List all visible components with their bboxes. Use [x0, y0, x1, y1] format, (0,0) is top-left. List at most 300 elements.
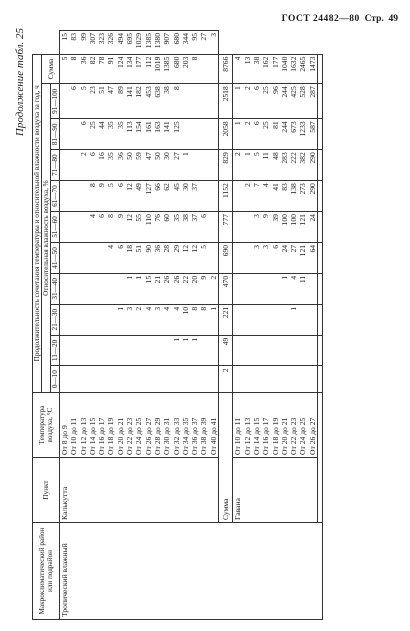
value [209, 338, 218, 364]
value-column [60, 242, 219, 273]
value [243, 368, 252, 390]
value: 1029 [134, 33, 144, 49]
value [79, 368, 88, 390]
value: 6 [97, 214, 107, 218]
value: 244 [279, 121, 289, 133]
value [88, 368, 97, 390]
value: 283 [279, 152, 289, 164]
sum-label: Сумма [219, 393, 233, 523]
value [261, 368, 270, 390]
sum-value [318, 335, 323, 366]
value [153, 368, 162, 390]
value [106, 368, 115, 390]
temperature-range: От 26 до 27 [143, 417, 153, 455]
sum-value [318, 119, 323, 150]
value: 27 [171, 152, 181, 160]
value: 4 [143, 306, 153, 311]
value [69, 183, 78, 209]
value [209, 152, 218, 178]
value: 382 [298, 152, 308, 164]
value: 8 [171, 86, 181, 91]
temperature-range: От 34 до 35 [180, 417, 190, 455]
value [271, 307, 280, 333]
value: 2 [242, 86, 252, 91]
value-column [60, 150, 219, 181]
value: 326 [106, 33, 116, 45]
value [79, 276, 88, 302]
value: 5 [106, 183, 116, 187]
value: 21 [152, 275, 162, 284]
sum-value: 690 [219, 242, 233, 273]
value: 45 [171, 183, 181, 191]
value: 177 [134, 56, 144, 68]
page-number: 49 [388, 14, 398, 24]
value [69, 245, 78, 271]
value: 1 [233, 86, 243, 91]
temperature-range: От 38 до 39 [199, 417, 209, 455]
value [181, 86, 190, 116]
continuation-label: Продолжение табл. 25 [14, 28, 26, 137]
value: 12 [190, 244, 200, 253]
value: 99 [78, 33, 88, 41]
standard-number: ГОСТ 24482—80 [281, 14, 360, 24]
value: 1473 [307, 56, 317, 72]
value: 37 [190, 183, 200, 191]
value [280, 368, 289, 390]
point-cell: Калькутта [60, 458, 219, 523]
value-column [233, 304, 318, 335]
value: 1040 [279, 56, 289, 72]
value: 6 [251, 86, 261, 91]
value: 273 [298, 183, 308, 195]
value: 112 [143, 56, 153, 68]
value: 35 [106, 121, 116, 129]
value: 3 [152, 306, 162, 311]
point-cell: Гавана [233, 458, 318, 523]
value [298, 338, 307, 364]
col-range: 91—100 [51, 84, 60, 119]
temperature-range: От 30 до 31 [162, 417, 172, 455]
value: 5 [60, 56, 69, 61]
value [252, 338, 261, 364]
temperature-range: От 36 до 37 [190, 417, 200, 455]
value [79, 245, 88, 271]
value [172, 368, 181, 390]
value: 425 [289, 86, 299, 98]
value: 6 [199, 214, 209, 218]
temperature-range: От 10 до 11 [233, 417, 243, 455]
value: 907 [162, 33, 172, 45]
value [271, 338, 280, 364]
value: 182 [134, 86, 144, 98]
value: 47 [106, 86, 116, 94]
value [261, 276, 270, 302]
value [243, 214, 252, 240]
value: 8 [190, 56, 200, 61]
value: 12 [125, 183, 135, 191]
col-temperature: Температура воздуха, °С [33, 393, 60, 458]
value: 1233 [298, 121, 308, 137]
value: 323 [97, 33, 107, 45]
value [60, 276, 69, 302]
value [60, 121, 69, 147]
value [190, 121, 199, 147]
temperature-range: От 10 до 11 [69, 417, 79, 455]
value [261, 338, 270, 364]
value [88, 338, 97, 364]
value: 125 [171, 121, 181, 133]
value: 2 [242, 183, 252, 187]
value: 4 [87, 214, 97, 218]
value [190, 368, 199, 390]
value [190, 152, 199, 178]
value-column [60, 366, 219, 393]
value [162, 368, 171, 390]
sum-value [318, 304, 323, 335]
col-range: 31—40 [51, 273, 60, 304]
col-region: Макроклиматический район или подрайон [33, 523, 60, 620]
temperature-range: От 8 до 9 [60, 425, 69, 455]
value [88, 245, 97, 271]
value [181, 121, 190, 147]
value: 81 [270, 121, 280, 129]
value-column [233, 181, 318, 212]
value: 1 [115, 306, 125, 311]
value [308, 368, 317, 390]
value [298, 307, 307, 333]
sum-value [318, 181, 323, 212]
sum-value [318, 84, 323, 119]
value: 35 [106, 152, 116, 160]
value: 59 [134, 152, 144, 160]
table-body [60, 31, 323, 620]
value-column [233, 242, 318, 273]
sum-value: 8766 [219, 54, 233, 84]
value: 78 [97, 56, 107, 65]
value: 9 [97, 183, 107, 187]
value: 121 [298, 244, 308, 257]
value: 121 [298, 214, 308, 226]
col-range: 51—60 [51, 212, 60, 243]
value: 82 [87, 56, 97, 65]
value: 27 [199, 33, 209, 41]
value: 453 [143, 86, 153, 98]
value: 6 [87, 152, 97, 157]
temperature-range: От 22 до 23 [289, 417, 299, 455]
value-column [233, 54, 318, 84]
value [199, 86, 208, 116]
value: 695 [125, 33, 135, 45]
value [97, 245, 106, 271]
value [97, 368, 106, 390]
value: 3 [251, 214, 261, 218]
value: 6 [115, 183, 125, 187]
value [144, 368, 153, 390]
value: 162 [261, 56, 271, 68]
col-range: 41—50 [51, 242, 60, 273]
value [106, 307, 115, 333]
value: 30 [162, 152, 172, 160]
value [116, 368, 125, 390]
sum-value: 1152 [219, 181, 233, 212]
value: 1 [171, 337, 181, 342]
value: 2465 [298, 56, 308, 72]
value: 8 [199, 306, 209, 311]
value: 18 [125, 244, 135, 253]
value: 11 [261, 152, 271, 160]
value-column [60, 84, 219, 119]
value: 638 [152, 86, 162, 98]
value [271, 368, 280, 390]
value: 6 [251, 121, 261, 126]
data-row [60, 31, 219, 620]
value: 8 [69, 56, 79, 61]
value: 8 [106, 214, 116, 218]
value: 680 [171, 33, 181, 45]
value: 1380 [152, 33, 162, 49]
value: 11 [298, 275, 308, 284]
value-column [60, 181, 219, 212]
value: 3 [125, 306, 135, 311]
value: 89 [115, 86, 125, 94]
value: 30 [180, 183, 190, 191]
value: 5 [251, 152, 261, 157]
value: 35 [115, 121, 125, 129]
temperature-range: От 28 до 29 [152, 417, 162, 455]
value [308, 338, 317, 364]
value [79, 338, 88, 364]
col-humidity-subgroup: Относительная влажность воздуха, % [42, 84, 51, 393]
sum-value: 829 [219, 150, 233, 181]
value: 83 [279, 183, 289, 191]
value [60, 152, 69, 178]
value [60, 307, 69, 333]
value [233, 368, 242, 390]
value: 1 [190, 337, 200, 342]
value-column [60, 54, 219, 84]
col-point: Пункт [33, 458, 60, 523]
value [199, 57, 208, 82]
value: 15 [60, 33, 69, 41]
value: 44 [97, 121, 107, 129]
value [209, 245, 218, 271]
value-column [233, 119, 318, 150]
value: 25 [261, 86, 271, 94]
temperature-range: От 24 до 25 [134, 417, 144, 455]
value [209, 214, 218, 240]
temperature-range: От 16 до 17 [261, 417, 271, 455]
value: 110 [143, 214, 153, 226]
value: 2 [208, 275, 218, 280]
value [252, 368, 261, 390]
value: 36 [115, 152, 125, 160]
value: 24 [307, 214, 317, 222]
value: 50 [152, 152, 162, 160]
col-range: 81—90 [51, 119, 60, 150]
value: 6 [115, 244, 125, 249]
value: 7 [251, 183, 261, 187]
value: 38 [180, 214, 190, 222]
value [97, 307, 106, 333]
col-range: 0—10 [51, 366, 60, 393]
value: 4 [162, 306, 172, 311]
temperature-range: От 20 до 21 [115, 417, 125, 455]
value [233, 183, 242, 209]
value: 5 [78, 86, 88, 91]
value: 25 [261, 121, 271, 129]
col-range: 61—70 [51, 181, 60, 212]
col-humidity-group: Продолжительность сочетания температуры и относительной влажности воздуха за год, ч [33, 54, 42, 392]
temperature-range: От 32 до 33 [171, 417, 181, 455]
value: 138 [289, 183, 299, 195]
value [116, 338, 125, 364]
value [69, 121, 78, 147]
col-range: 21—30 [51, 304, 60, 335]
value [280, 338, 289, 364]
value [243, 338, 252, 364]
value: 38 [251, 56, 261, 65]
value [209, 183, 218, 209]
value [298, 368, 307, 390]
value [233, 245, 242, 271]
sum-value: 221 [219, 304, 233, 335]
value: 12 [125, 214, 135, 222]
temperature-list [233, 393, 318, 458]
value: 1 [125, 275, 135, 280]
sum-value [318, 366, 323, 393]
value: 49 [134, 183, 144, 191]
sum-value: 2 [219, 366, 233, 393]
temperature-range: От 20 до 21 [279, 417, 289, 455]
value: 113 [125, 121, 135, 133]
value: 5 [199, 244, 209, 249]
value [209, 86, 218, 116]
value: 4 [261, 183, 271, 187]
value: 39 [270, 214, 280, 222]
value: 1385 [143, 33, 153, 49]
value [60, 245, 69, 271]
value: 587 [307, 121, 317, 133]
value: 51 [134, 244, 144, 253]
value [209, 368, 218, 390]
value [69, 338, 78, 364]
sum-value [318, 242, 323, 273]
value [199, 368, 208, 390]
value: 2 [233, 152, 243, 157]
value [153, 338, 162, 364]
value: 28 [162, 244, 172, 253]
value: 127 [143, 183, 153, 195]
value: 1019 [152, 56, 162, 72]
value: 1 [289, 306, 299, 311]
value: 307 [87, 33, 97, 45]
value [261, 307, 270, 333]
value: 100 [279, 214, 289, 226]
value [69, 152, 78, 178]
value: 90 [143, 244, 153, 253]
value-column [233, 273, 318, 304]
value [69, 307, 78, 333]
value [60, 338, 69, 364]
value [134, 368, 143, 390]
value: 26 [162, 275, 172, 284]
value: 35 [171, 214, 181, 222]
value: 62 [162, 183, 172, 191]
value [79, 183, 88, 209]
value-column [60, 31, 219, 55]
col-sum: Сумма [42, 54, 60, 84]
temperature-list [60, 393, 219, 458]
temperature-range: От 14 до 15 [87, 417, 97, 455]
temperature-range: От 18 до 19 [270, 417, 280, 455]
value: 91 [106, 56, 116, 65]
value: 9 [199, 275, 209, 280]
value: 22 [180, 275, 190, 284]
value [280, 307, 289, 333]
value: 177 [270, 56, 280, 68]
value [134, 338, 143, 364]
value: 141 [125, 86, 135, 98]
value: 16 [97, 152, 107, 160]
value: 287 [307, 86, 317, 98]
value-column [233, 335, 318, 366]
value: 64 [307, 244, 317, 253]
value [88, 307, 97, 333]
value: 37 [190, 214, 200, 222]
temperature-range: От 40 до 41 [208, 417, 218, 455]
value: 154 [134, 121, 144, 133]
value [60, 183, 69, 209]
temperature-range: От 18 до 19 [106, 417, 116, 455]
value: 100 [289, 214, 299, 226]
value [69, 368, 78, 390]
value-column [233, 366, 318, 393]
value [243, 307, 252, 333]
value: 83 [69, 33, 79, 41]
value [199, 338, 208, 364]
value: 1 [134, 275, 144, 280]
value: 96 [270, 86, 280, 94]
climate-table [32, 30, 323, 620]
value: 15 [143, 275, 153, 284]
value: 134 [125, 56, 135, 68]
sum-value: 49 [219, 335, 233, 366]
value [243, 245, 252, 271]
value: 36 [78, 56, 88, 65]
value: 124 [115, 56, 125, 68]
temperature-range: От 22 до 23 [125, 417, 135, 455]
value [97, 338, 106, 364]
region-cell: Тропический влажный [60, 523, 323, 620]
value: 3 [251, 244, 261, 249]
value: 24 [279, 244, 289, 253]
value: 9 [115, 214, 125, 218]
value: 141 [162, 121, 172, 133]
sum-label [318, 393, 323, 523]
value: 673 [289, 121, 299, 133]
value: 29 [171, 244, 181, 253]
value [162, 338, 171, 364]
sum-value: 2518 [219, 84, 233, 119]
value: 9 [261, 214, 271, 218]
value: 8 [87, 183, 97, 187]
value-column [60, 304, 219, 335]
value: 1 [279, 275, 289, 280]
value: 528 [298, 86, 308, 98]
value: 4 [106, 244, 116, 249]
value: 2 [134, 306, 144, 311]
value [308, 276, 317, 302]
